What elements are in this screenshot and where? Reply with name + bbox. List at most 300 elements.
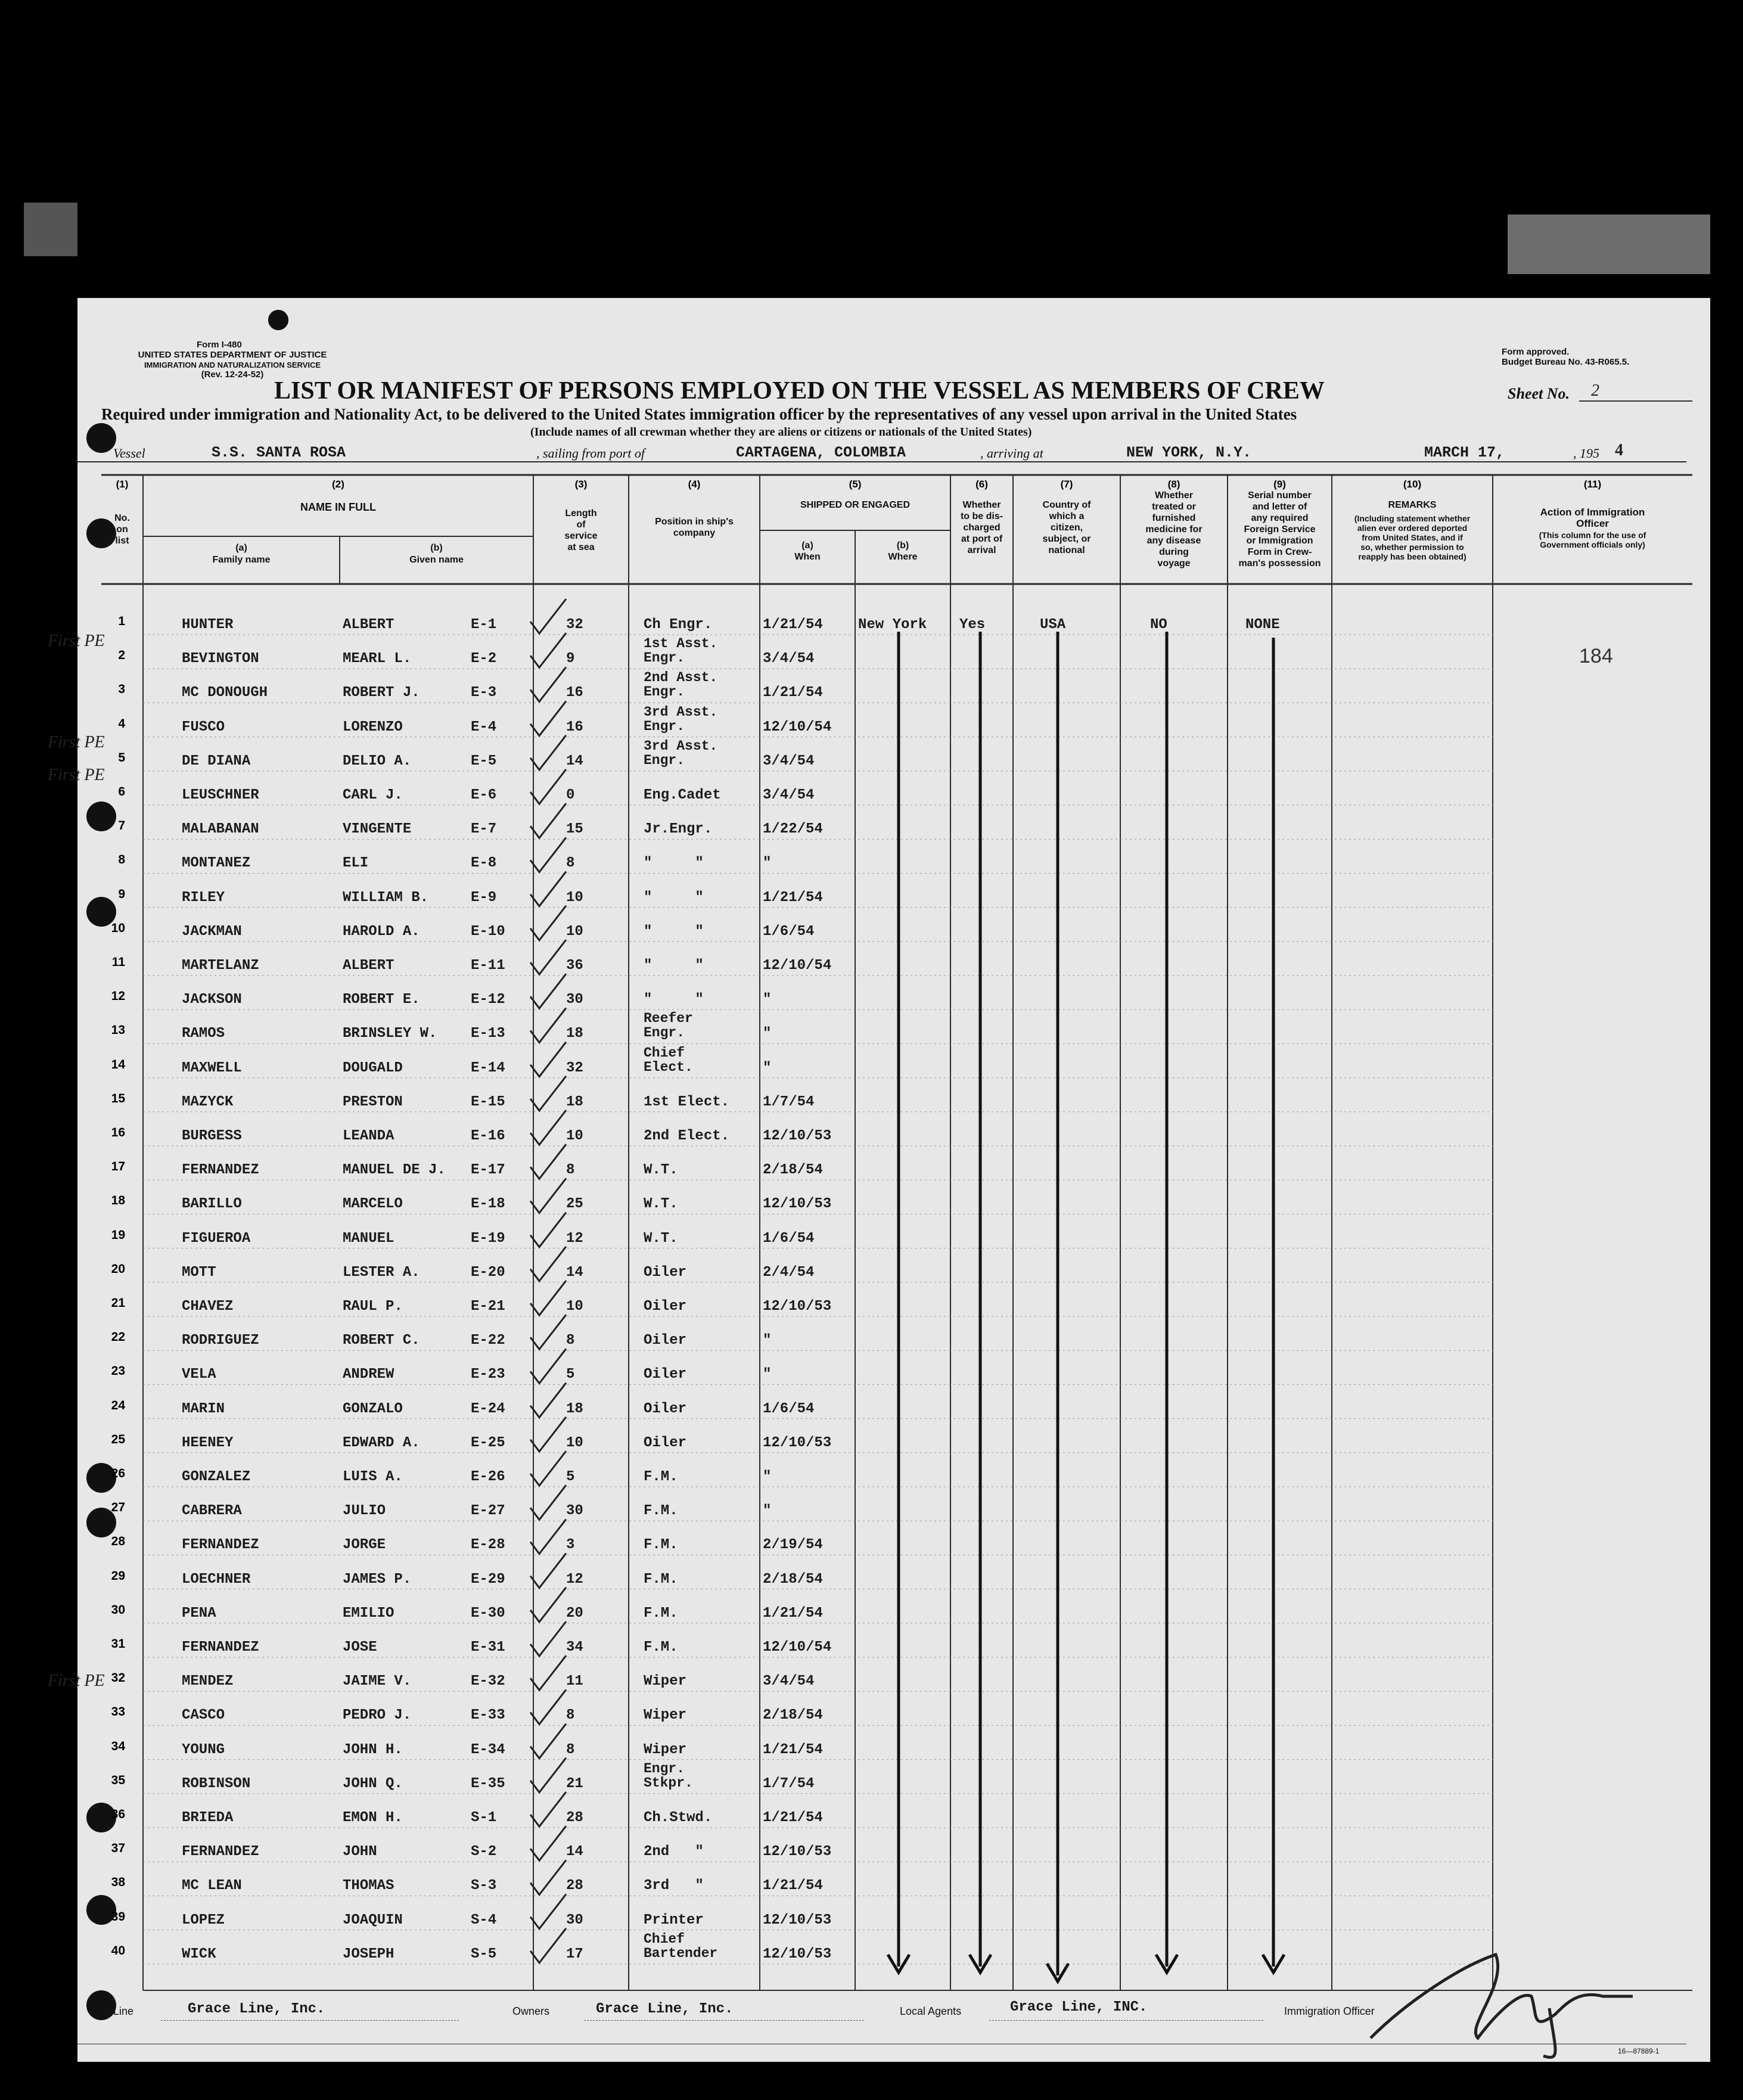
shipped-when: 12/10/53 [763,1298,832,1315]
first-pe-note: First PE [48,733,105,751]
check-mark [530,974,566,1008]
given-name: EDWARD A. [343,1434,420,1451]
check-mark [530,1621,566,1656]
check-mark [530,1110,566,1145]
position-value: Chief Elect. [644,1045,693,1075]
row-number: 19 [111,1228,125,1242]
check-mark [530,1349,566,1383]
check-mark [530,1792,566,1826]
check-mark [530,1417,566,1452]
line-label: Line [113,2005,134,2017]
arrival-port: NEW YORK, N.Y. [1126,444,1252,461]
shipped-when: 2/19/54 [763,1537,823,1554]
position-value: Wiper [644,1707,687,1724]
check-mark [530,940,566,974]
check-mark [530,1826,566,1860]
vessel-label: Vessel [113,446,145,461]
given-name: DELIO A. [343,753,412,769]
check-mark [530,1894,566,1929]
crew-code: E-5 [471,753,497,769]
family-name: MAXWELL [182,1060,242,1076]
form-approved: Form approved. [1502,347,1570,357]
given-name: ALBERT [343,617,394,633]
position-value: W.T. [644,1162,678,1179]
given-name: PEDRO J. [343,1707,412,1724]
service-length: 12 [566,1230,583,1247]
position-value: 3rd " [644,1878,704,1894]
shipped-when: 2/4/54 [763,1264,815,1281]
check-mark [530,701,566,736]
family-name: BARILLO [182,1196,242,1213]
position-value: Ch.Stwd. [644,1810,713,1826]
owners-label: Owners [512,2005,550,2017]
check-mark [530,1076,566,1111]
page-title: LIST OR MANIFEST OF PERSONS EMPLOYED ON THE VESSEL AS MEMBERS OF CREW [274,377,1325,405]
family-name: FERNANDEZ [182,1639,259,1655]
family-name: JACKMAN [182,923,242,940]
row-number: 27 [111,1501,125,1515]
row-number: 2 [118,648,125,663]
form-number: Form I-480 [197,340,242,350]
check-mark [530,1554,566,1588]
given-name: LESTER A. [343,1264,420,1281]
row-number: 38 [111,1875,125,1890]
family-name: CHAVEZ [182,1298,234,1315]
crew-code: E-12 [471,992,505,1008]
position-value: Engr. Stkpr. [644,1760,693,1791]
include-note: (Include names of all crewman whether they are aliens or citizens or nationals of the United States) [530,425,1032,439]
position-value: Oiler [644,1434,687,1451]
service-length: 32 [566,617,583,633]
crew-code: E-1 [471,617,497,633]
row-number: 17 [111,1160,125,1174]
family-name: BRIEDA [182,1810,234,1826]
row-number: 6 [118,785,125,799]
header-serial-number: Serial number and letter of any required Foreign Service or Immigration Form in Crew- man's possession [1238,490,1321,569]
owners-underline [584,2020,864,2021]
given-name: ROBERT J. [343,685,420,701]
crew-code: S-4 [471,1912,497,1928]
header-where-b: (b) [896,540,909,551]
given-name: ANDREW [343,1366,394,1383]
row-number: 8 [118,853,125,867]
position-value: F.M. [644,1605,678,1621]
check-mark [530,1042,566,1077]
shipped-when: 1/21/54 [763,685,823,701]
service-length: 32 [566,1060,583,1076]
given-name: WILLIAM B. [343,889,429,906]
check-mark [530,1758,566,1793]
position-value: 1st Asst. Engr. [644,636,718,666]
header-given-name: Given name [409,555,464,565]
given-name: BRINSLEY W. [343,1026,437,1042]
given-name: MANUEL [343,1230,394,1247]
family-name: MONTANEZ [182,855,251,872]
row-number: 24 [111,1398,125,1412]
position-value: F.M. [644,1571,678,1588]
first-pe-note: First PE [48,1672,105,1690]
crew-code: S-1 [471,1810,497,1826]
service-length: 36 [566,958,583,974]
shipped-when: 1/21/54 [763,617,823,633]
shipped-when: 1/21/54 [763,1810,823,1826]
officer-signature [1496,1999,1499,2000]
given-name: MEARL L. [343,651,412,667]
position-value: Oiler [644,1400,687,1417]
service-length: 18 [566,1094,583,1110]
family-name: FERNANDEZ [182,1844,259,1860]
col-number-4: (4) [688,479,701,490]
col-number-9: (9) [1273,479,1286,490]
position-value: W.T. [644,1230,678,1247]
check-mark [530,735,566,770]
row-number: 11 [111,955,125,969]
manifest-sheet [48,298,1710,2062]
officer-signature-stroke [1371,1955,1633,2057]
position-value: " " [644,992,704,1008]
shipped-when: 1/21/54 [763,1878,823,1894]
shipped-when: " [763,1332,772,1349]
family-name: YOUNG [182,1741,225,1758]
crew-code: E-20 [471,1264,505,1281]
family-name: HUNTER [182,617,234,633]
first-pe-note: First PE [48,632,105,650]
header-discharged: Whether to be dis- charged at port of arrival [960,500,1003,555]
given-name: ELI [343,855,369,872]
family-name: RODRIGUEZ [182,1332,259,1349]
header-when-a: (a) [801,540,813,551]
shipped-when: 3/4/54 [763,651,815,667]
check-mark [530,837,566,872]
service-length: 10 [566,1434,583,1451]
service-length: 14 [566,1844,583,1860]
position-value: 2nd Asst. Engr. [644,670,718,700]
row-number: 28 [111,1534,125,1549]
header-treated: Whether treated or furnished medicine for any disease during voyage [1145,490,1203,569]
row-number: 3 [118,682,125,697]
row-number: 5 [118,750,125,765]
arrival-date: MARCH 17, [1424,444,1505,461]
position-value: W.T. [644,1196,678,1213]
crew-code: S-5 [471,1946,497,1962]
given-name: ROBERT E. [343,992,420,1008]
owners-value: Grace Line, Inc. [596,2001,734,2017]
serial-value: NONE [1245,617,1280,633]
given-name: JAIME V. [343,1673,412,1690]
crew-code: E-35 [471,1775,505,1792]
given-name: THOMAS [343,1878,394,1894]
page-subtitle: Required under immigration and Nationality Act, to be delivered to the United States immigration officer by the representatives of any vessel upon arrival in the United States [101,405,1297,423]
row-number: 35 [111,1773,125,1787]
family-name: FERNANDEZ [182,1537,259,1554]
col-number-3: (3) [574,479,588,490]
treated-value: NO [1150,617,1167,633]
check-mark [530,906,566,940]
service-length: 25 [566,1196,583,1213]
check-mark [530,803,566,838]
service-length: 11 [566,1673,583,1690]
row-number: 39 [111,1909,125,1924]
row-number: 40 [111,1943,125,1958]
position-value: Wiper [644,1741,687,1758]
shipped-when: 1/6/54 [763,923,815,940]
family-name: MARTELANZ [182,958,259,974]
family-name: LOECHNER [182,1571,251,1588]
form-code: 16—87889-1 [1618,2047,1660,2055]
header-no-on-list: No. on list [114,513,130,546]
header-remarks: REMARKS [1388,500,1437,510]
year-suffix: 4 [1615,441,1623,459]
row-number: 10 [111,921,125,935]
family-name: JACKSON [182,992,242,1008]
row-number: 20 [111,1262,125,1276]
position-value: Wiper [644,1673,687,1690]
col-number-2: (2) [332,479,344,490]
check-mark [530,1928,566,1963]
crew-code: E-32 [471,1673,505,1690]
check-mark [530,1315,566,1349]
family-name: LOPEZ [182,1912,225,1928]
shipped-when: 12/10/54 [763,958,832,974]
given-name: CARL J. [343,787,403,803]
given-name: ALBERT [343,958,394,974]
shipped-when: 1/21/54 [763,889,823,906]
position-value: Eng.Cadet [644,787,721,803]
check-mark [530,1178,566,1213]
service-length: 17 [566,1946,583,1962]
row-number: 36 [111,1807,125,1821]
row-number: 16 [111,1126,125,1139]
family-name: MARIN [182,1400,225,1417]
given-name: GONZALO [343,1400,403,1417]
service-length: 10 [566,923,583,940]
position-value: F.M. [644,1503,678,1520]
service-length: 9 [566,651,575,667]
family-name: MAZYCK [182,1094,234,1110]
header-family-a: (a) [235,543,247,553]
crew-code: E-6 [471,787,497,803]
check-mark [530,1655,566,1690]
shipped-when: 3/4/54 [763,787,815,803]
service-length: 30 [566,992,583,1008]
given-name: RAUL P. [343,1298,403,1315]
row-number: 34 [111,1739,125,1753]
agents-value: Grace Line, INC. [1010,1999,1148,2015]
given-name: VINGENTE [343,821,412,838]
given-name: JOAQUIN [343,1912,403,1928]
position-value: Printer [644,1912,704,1928]
service-length: 30 [566,1912,583,1928]
discharged-value: Yes [959,617,986,633]
given-name: LEANDA [343,1128,394,1144]
scan-edge-right [1508,215,1710,274]
service-length: 8 [566,1707,575,1724]
position-value: " " [644,889,704,906]
position-value: Oiler [644,1366,687,1383]
service-length: 20 [566,1605,583,1621]
row-number: 9 [118,887,125,901]
header-action: Action of Immigration Officer [1540,507,1645,529]
position-value: 2nd " [644,1844,704,1860]
header-given-b: (b) [430,543,443,553]
shipped-when: " [763,855,772,872]
crew-code: E-14 [471,1060,505,1076]
position-value: Oiler [644,1264,687,1281]
crew-code: E-34 [471,1741,505,1758]
header-when: When [794,552,821,562]
shipped-when: " [763,1366,772,1383]
crew-code: E-22 [471,1332,505,1349]
service-length: 12 [566,1571,583,1588]
crew-code: E-3 [471,685,497,701]
family-name: PENA [182,1605,216,1621]
given-name: JOHN H. [343,1741,403,1758]
service-length: 5 [566,1366,575,1383]
shipped-when: " [763,992,772,1008]
revision: (Rev. 12-24-52) [201,369,264,380]
given-name: MARCELO [343,1196,403,1213]
given-name: JOSEPH [343,1946,394,1962]
crew-code: E-11 [471,958,505,974]
shipped-when: 12/10/53 [763,1196,832,1213]
sheet-number: 2 [1591,381,1599,400]
col-number-10: (10) [1403,479,1422,490]
service-length: 8 [566,1741,575,1758]
row-number: 33 [111,1705,125,1719]
shipped-when: 3/4/54 [763,1673,815,1690]
row-number: 1 [118,614,125,628]
service-length: 8 [566,1332,575,1349]
vessel-name: S.S. SANTA ROSA [212,444,346,461]
given-name: LUIS A. [343,1469,403,1485]
shipped-when: 12/10/54 [763,719,832,735]
family-name: CASCO [182,1707,225,1724]
shipped-when: 1/6/54 [763,1230,815,1247]
first-pe-note: First PE [48,766,105,784]
immigration-officer-label: Immigration Officer [1284,2005,1375,2017]
given-name: ROBERT C. [343,1332,420,1349]
check-mark [530,1213,566,1247]
col-number-6: (6) [975,479,988,490]
crew-code: E-31 [471,1639,505,1655]
crew-code: E-23 [471,1366,505,1383]
shipped-when: 12/10/53 [763,1844,832,1860]
family-name: MALABANAN [182,821,259,838]
check-mark [530,1281,566,1315]
shipped-when: 2/18/54 [763,1571,823,1588]
shipped-when: 12/10/53 [763,1912,832,1928]
row-number: 22 [111,1330,125,1344]
service-length: 30 [566,1503,583,1520]
row-number: 4 [118,716,125,731]
shipped-when: 3/4/54 [763,753,815,769]
family-name: GONZALEZ [182,1469,251,1485]
family-name: MOTT [182,1264,216,1281]
check-mark [530,1860,566,1894]
crew-code: E-30 [471,1605,505,1621]
given-name: DOUGALD [343,1060,403,1076]
check-mark [530,1144,566,1179]
family-name: WICK [182,1946,216,1962]
shipped-when: " [763,1503,772,1520]
family-name: RAMOS [182,1026,225,1042]
family-name: DE DIANA [182,753,251,769]
service-length: 14 [566,1264,583,1281]
header-action-note: (This column for the use of Government officials only) [1539,530,1646,549]
shipped-when: " [763,1469,772,1485]
given-name: EMON H. [343,1810,403,1826]
arriving-label: , arriving at [980,446,1043,461]
shipped-when: 1/22/54 [763,821,823,838]
col-number-8: (8) [1167,479,1180,490]
family-name: FIGUEROA [182,1230,251,1247]
shipped-when: 12/10/54 [763,1639,832,1655]
scan-edge-left [24,203,77,256]
family-name: ROBINSON [182,1775,251,1792]
crew-code: E-10 [471,923,505,940]
given-name: JAMES P. [343,1571,412,1588]
row-number: 31 [111,1637,125,1651]
position-value: 3rd Asst. Engr. [644,738,718,768]
given-name: JULIO [343,1503,386,1520]
check-mark [530,1247,566,1281]
row-number: 25 [111,1432,125,1446]
family-name: LEUSCHNER [182,787,259,803]
position-value: Chief Bartender [644,1931,718,1961]
family-name: MC LEAN [182,1878,242,1894]
position-value: 3rd Asst. Engr. [644,704,718,734]
crew-code: E-27 [471,1503,505,1520]
service-length: 18 [566,1400,583,1417]
family-name: MENDEZ [182,1673,234,1690]
service-length: 10 [566,889,583,906]
shipped-when: 12/10/53 [763,1946,832,1962]
header-shipped-engaged: SHIPPED OR ENGAGED [800,500,911,510]
row-number: 29 [111,1568,125,1583]
service-length: 18 [566,1026,583,1042]
crew-code: E-13 [471,1026,505,1042]
position-value: F.M. [644,1537,678,1554]
crew-code: E-4 [471,719,497,735]
crew-code: E-17 [471,1162,505,1179]
position-value: 1st Elect. [644,1094,730,1110]
service-length: 16 [566,685,583,701]
departure-port: CARTAGENA, COLOMBIA [736,444,906,461]
check-mark [530,633,566,667]
position-value: Oiler [644,1332,687,1349]
header-country: Country of which a citizen, subject, or national [1042,500,1091,555]
crew-code: E-21 [471,1298,505,1315]
service-length: 28 [566,1810,583,1826]
family-name: FERNANDEZ [182,1162,259,1179]
crew-code: E-16 [471,1128,505,1144]
shipped-when: 1/21/54 [763,1741,823,1758]
crew-code: E-7 [471,821,497,838]
crew-code: S-2 [471,1844,497,1860]
position-value: " " [644,923,704,940]
given-name: JORGE [343,1537,386,1554]
crew-code: E-19 [471,1230,505,1247]
family-name: RILEY [182,889,225,906]
crew-code: E-15 [471,1094,505,1110]
position-value: Reefer Engr. [644,1011,693,1041]
given-name: PRESTON [343,1094,403,1110]
row-number: 18 [111,1194,125,1208]
service-length: 10 [566,1128,583,1144]
given-name: JOHN Q. [343,1775,403,1792]
given-name: MANUEL DE J. [343,1162,446,1179]
crew-code: E-26 [471,1469,505,1485]
